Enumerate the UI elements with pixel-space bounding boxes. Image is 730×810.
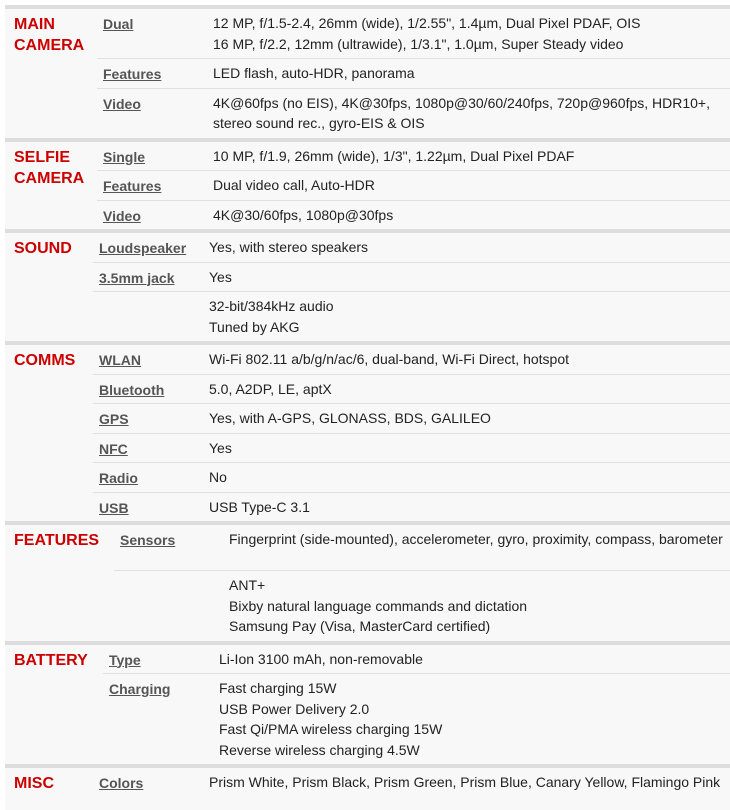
spec-value-line: LED flash, auto-HDR, panorama (213, 65, 415, 81)
spec-row (103, 673, 730, 764)
spec-value-line: 16 MP, f/2.2, 12mm (ultrawide), 1/3.1", 1.0µm, Super Steady video (213, 35, 624, 52)
spec-value (229, 571, 730, 641)
spec-value-line: ANT+ (229, 577, 266, 593)
spec-value-line: Yes (209, 439, 232, 456)
spec-value-line: Dual video call, Auto-HDR (213, 177, 375, 193)
spec-section (5, 341, 730, 521)
spec-table (5, 5, 730, 810)
spec-value (213, 59, 730, 88)
spec-value-line: USB Power Delivery 2.0 (219, 700, 370, 717)
spec-value-line: Reverse wireless charging 4.5W (219, 741, 420, 758)
spec-value (209, 233, 730, 262)
section-title-line: MISC (14, 775, 54, 792)
section-title-line: FEATURES (14, 532, 100, 549)
spec-row (114, 570, 730, 641)
spec-value (209, 375, 730, 404)
spec-value (209, 292, 730, 341)
spec-value (219, 645, 730, 674)
section-title-line: CAMERA (14, 37, 85, 54)
spec-value-line: Yes, with A-GPS, GLONASS, BDS, GALILEO (209, 410, 491, 426)
spec-value (219, 674, 730, 764)
spec-row (93, 433, 730, 463)
spec-value (209, 404, 730, 433)
spec-label-link[interactable]: Radio (99, 470, 138, 486)
spec-value (213, 9, 730, 58)
spec-value (209, 768, 730, 797)
spec-row (97, 200, 730, 230)
section-title-line: COMMS (14, 352, 76, 369)
spec-value-line: Yes, with stereo speakers (209, 239, 369, 255)
spec-label-link[interactable]: WLAN (99, 352, 141, 368)
spec-label-link[interactable]: Dual (103, 16, 134, 32)
spec-value-line: Samsung Pay (Visa, MasterCard certified) (229, 618, 491, 634)
section-title (14, 530, 99, 551)
spec-value-line: Li-Ion 3100 mAh, non-removable (219, 650, 423, 667)
spec-label-link[interactable]: Single (103, 148, 146, 165)
spec-label-link[interactable]: Features (103, 178, 162, 194)
spec-label-link[interactable]: Type (109, 651, 141, 668)
spec-label-link[interactable]: Bluetooth (99, 381, 165, 398)
section-title (14, 147, 84, 189)
spec-value-line: 10 MP, f/1.9, 26mm (wide), 1/3", 1.22µm, Dual Pixel PDAF (213, 147, 575, 164)
spec-value-line: Yes (209, 268, 232, 285)
spec-value (213, 89, 730, 138)
spec-label-link[interactable]: Video (103, 207, 141, 224)
spec-value-line: Prism White, Prism Black, Prism Green, Prism Blue, Canary Yellow, Flamingo Pink (209, 774, 721, 790)
section-title-line: BATTERY (14, 651, 88, 669)
spec-value-line: Bixby natural language commands and dictation (229, 597, 528, 614)
section-title-line: CAMERA (14, 169, 85, 187)
spec-row (97, 170, 730, 200)
spec-value (209, 463, 730, 492)
spec-value-line: 4K@60fps (no EIS), 4K@30fps, 1080p@30/60/240fps, 720p@960fps, HDR10+, stereo sound rec., gyro-EIS & OIS (213, 94, 710, 131)
spec-value-line: USB Type-C 3.1 (209, 498, 310, 515)
spec-value (209, 493, 730, 522)
spec-value-line: Fingerprint (side-mounted), accelerometer, gyro, proximity, compass, barometer (229, 531, 723, 547)
section-title (14, 238, 72, 259)
spec-section (5, 764, 730, 810)
spec-value (209, 434, 730, 463)
section-title-line: MAIN (14, 16, 55, 33)
spec-row (97, 9, 730, 58)
spec-value (213, 201, 730, 230)
spec-label-link[interactable]: USB (99, 499, 129, 516)
spec-section (5, 5, 730, 138)
spec-section (5, 521, 730, 641)
spec-row (93, 345, 730, 374)
spec-value-line: Tuned by AKG (209, 318, 300, 335)
spec-row (93, 291, 730, 341)
spec-row (93, 233, 730, 262)
spec-row (93, 462, 730, 492)
spec-section (5, 229, 730, 341)
spec-row (97, 58, 730, 88)
spec-label-link[interactable]: Sensors (120, 532, 176, 548)
spec-value-line: 12 MP, f/1.5-2.4, 26mm (wide), 1/2.55", 1.4µm, Dual Pixel PDAF, OIS (213, 15, 641, 31)
spec-value (209, 263, 730, 292)
section-title (14, 350, 75, 371)
spec-value-line: Fast Qi/PMA wireless charging 15W (219, 721, 443, 737)
spec-section (5, 641, 730, 765)
spec-label-link[interactable]: Charging (109, 681, 171, 697)
spec-label-link[interactable]: Loudspeaker (99, 240, 187, 256)
section-title (14, 650, 88, 671)
spec-value-line: Fast charging 15W (219, 680, 337, 696)
spec-label-link[interactable]: GPS (99, 411, 129, 427)
spec-label-link[interactable]: Video (103, 95, 141, 112)
spec-row (93, 374, 730, 404)
spec-value (229, 525, 730, 554)
spec-value-line: 32-bit/384kHz audio (209, 298, 334, 314)
spec-row (93, 492, 730, 522)
spec-row (114, 525, 730, 570)
spec-row (97, 142, 730, 171)
section-title-line: SOUND (14, 240, 72, 257)
spec-label-link[interactable]: Colors (99, 775, 144, 791)
spec-label-link[interactable]: 3.5mm jack (99, 269, 175, 286)
spec-row (93, 403, 730, 433)
spec-value-line: 4K@30/60fps, 1080p@30fps (213, 206, 394, 223)
section-title-line: SELFIE (14, 148, 71, 166)
spec-row (93, 262, 730, 292)
section-title (14, 14, 84, 56)
spec-section (5, 138, 730, 230)
spec-row (103, 645, 730, 674)
spec-label-link[interactable]: Features (103, 66, 162, 82)
spec-value-line: Wi-Fi 802.11 a/b/g/n/ac/6, dual-band, Wi-Fi Direct, hotspot (209, 351, 570, 367)
spec-label-link[interactable]: NFC (99, 440, 128, 457)
spec-value-line: No (209, 469, 227, 485)
spec-value-line: 5.0, A2DP, LE, aptX (209, 380, 332, 397)
spec-row (97, 88, 730, 138)
spec-value (213, 171, 730, 200)
spec-value (213, 142, 730, 171)
spec-value (209, 345, 730, 374)
spec-row (93, 768, 730, 810)
